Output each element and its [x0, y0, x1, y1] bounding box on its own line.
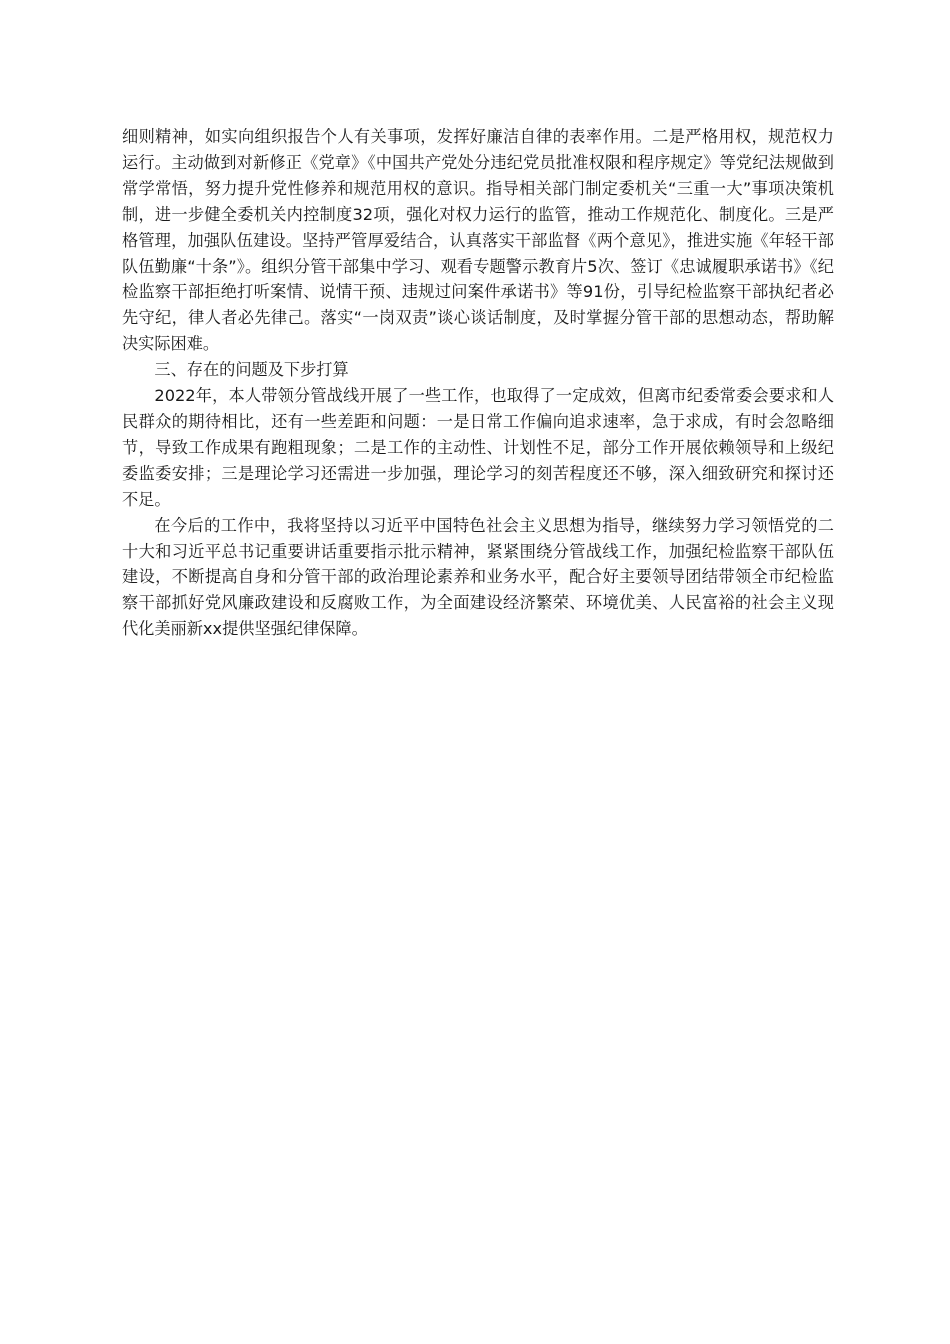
paragraph-problems: 2022年，本人带领分管战线开展了一些工作，也取得了一定成效，但离市纪委常委会要求和人民群众的期待相比，还有一些差距和问题：一是日常工作偏向追求速率，急于求成，有时会忽略细节，导致工作成果有跑粗现象；二是工作的主动性、计划性不足，部分工作开展依赖领导和上级纪委监委安排；三是理论学习还需进一步加强，理论学习的刻苦程度还不够，深入细致研究和探讨还不足。	[122, 386, 834, 509]
paragraph-continuation: 细则精神，如实向组织报告个人有关事项，发挥好廉洁自律的表率作用。二是严格用权，规范权力运行。主动做到对新修正《党章》《中国共产党处分违纪党员批准权限和程序规定》等党纪法规做到常学常悟，努力提升党性修养和规范用权的意识。指导相关部门制定委机关“三重一大”事项决策机制，进一步健全委机关内控制度32项，强化对权力运行的监管，推动工作规范化、制度化。三是严格管理，加强队伍建设。坚持严管厚爱结合，认真落实干部监督《两个意见》，推进实施《年轻干部队伍勤廉“十条”》。组织分管干部集中学习、观看专题警示教育片5次、签订《忠诚履职承诺书》《纪检监察干部拒绝打听案情、说情干预、违规过问案件承诺书》等91份，引导纪检监察干部执纪者必先守纪，律人者必先律己。落实“一岗双责”谈心谈话制度，及时掌握分管干部的思想动态，帮助解决实际困难。	[122, 127, 834, 354]
section-heading: 三、存在的问题及下步打算	[154, 360, 349, 380]
document-body	[122, 124, 834, 642]
paragraph-next-steps: 在今后的工作中，我将坚持以习近平中国特色社会主义思想为指导，继续努力学习领悟党的二十大和习近平总书记重要讲话重要指示批示精神，紧紧围绕分管战线工作，加强纪检监察干部队伍建设，不断提高自身和分管干部的政治理论素养和业务水平，配合好主要领导团结带领全市纪检监察干部抓好党风廉政建设和反腐败工作，为全面建设经济繁荣、环境优美、人民富裕的社会主义现代化美丽新xx提供坚强纪律保障。	[122, 515, 834, 639]
